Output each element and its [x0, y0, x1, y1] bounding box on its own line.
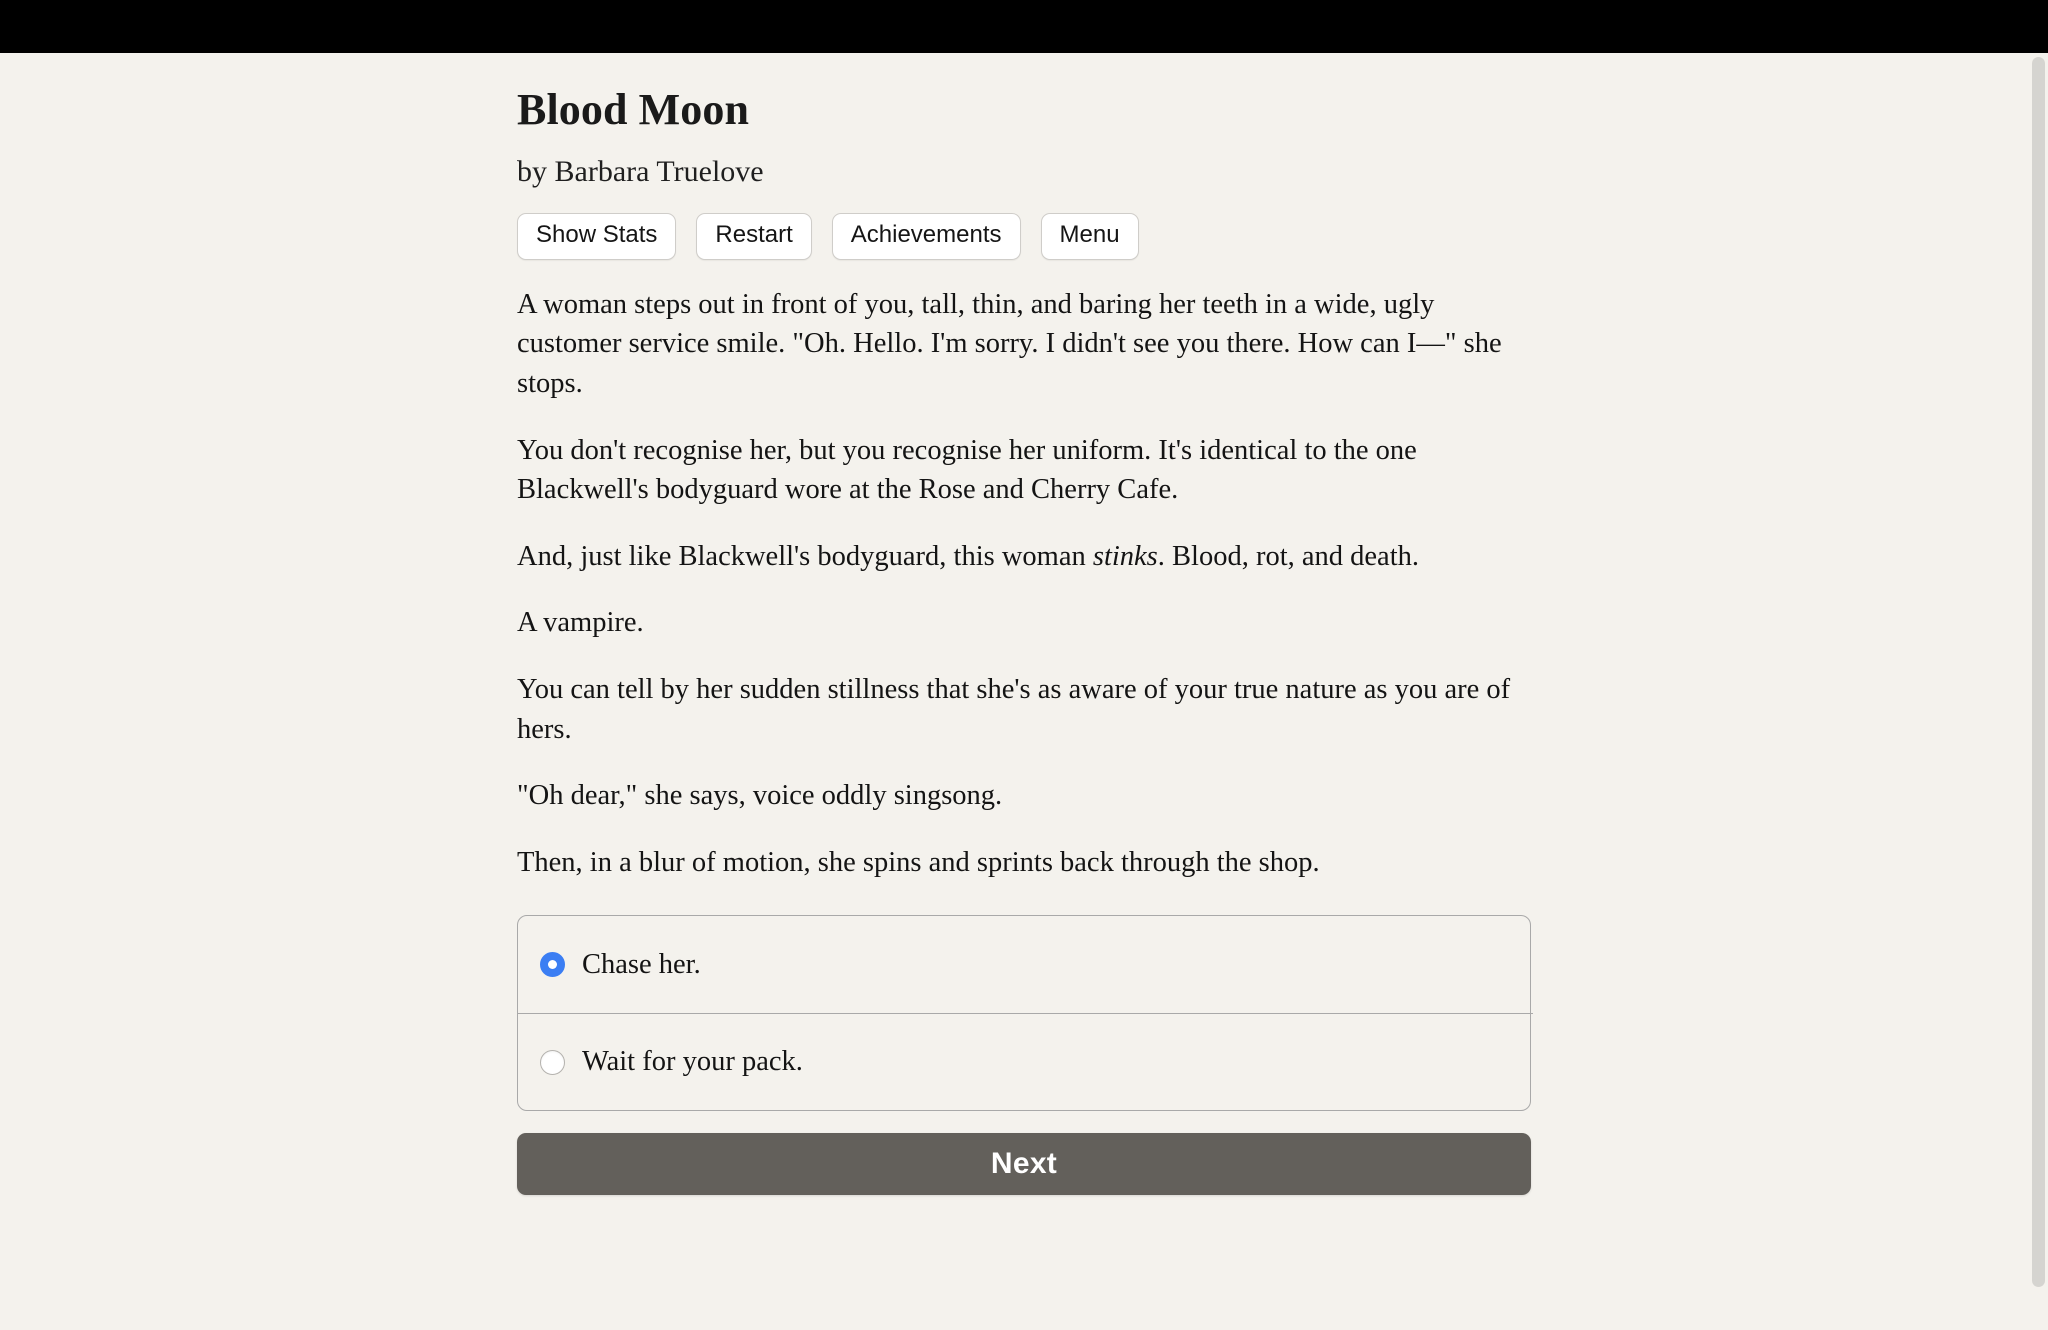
author-byline: by Barbara Truelove [517, 154, 764, 188]
menu-button[interactable]: Menu [1041, 213, 1139, 260]
choice-option-wait-for-your-pack[interactable] [518, 1013, 1530, 1110]
choice-option-chase-her[interactable] [518, 916, 1530, 1013]
story-text-after-emphasis: . Blood, rot, and death. [1157, 540, 1419, 572]
vertical-scrollbar[interactable] [2028, 53, 2048, 1330]
story-paragraph: You don't recognise her, but you recognise her uniform. It's identical to the one Blackwell's bodyguard wore at the Rose and Cherry Cafe. [517, 434, 1417, 506]
choice-group [517, 915, 1531, 1111]
content-column [517, 53, 1531, 1195]
radio-unselected-icon[interactable] [540, 1050, 565, 1075]
page-title: Blood Moon [517, 85, 750, 134]
story-paragraph: "Oh dear," she says, voice oddly singsong. [517, 780, 1003, 812]
show-stats-button[interactable]: Show Stats [517, 213, 676, 260]
story-emphasis: stinks [1092, 540, 1158, 572]
story-text [517, 285, 1531, 883]
story-text-before-emphasis: And, just like Blackwell's bodyguard, this woman [517, 540, 1093, 572]
story-paragraph: A vampire. [517, 607, 644, 639]
choice-label: Wait for your pack. [582, 1046, 803, 1078]
next-button[interactable]: Next [517, 1133, 1531, 1195]
scrollbar-thumb[interactable] [2032, 57, 2045, 1287]
page-surface [0, 53, 2048, 1330]
achievements-button[interactable]: Achievements [832, 213, 1021, 260]
story-paragraph: Then, in a blur of motion, she spins and sprints back through the shop. [517, 846, 1320, 878]
story-paragraph: You can tell by her sudden stillness that she's as aware of your true nature as you are of hers. [517, 674, 1511, 745]
toolbar [517, 213, 1531, 260]
radio-selected-icon[interactable] [540, 952, 565, 977]
story-paragraph: A woman steps out in front of you, tall, thin, and baring her teeth in a wide, ugly customer service smile. "Oh. Hello. I'm sorry. I didn't see you there. How can I—" she stops. [517, 288, 1502, 399]
browser-chrome-bar [0, 0, 2048, 53]
story-paragraph [517, 537, 1531, 577]
choice-label: Chase her. [582, 948, 701, 980]
restart-button[interactable]: Restart [696, 213, 811, 260]
